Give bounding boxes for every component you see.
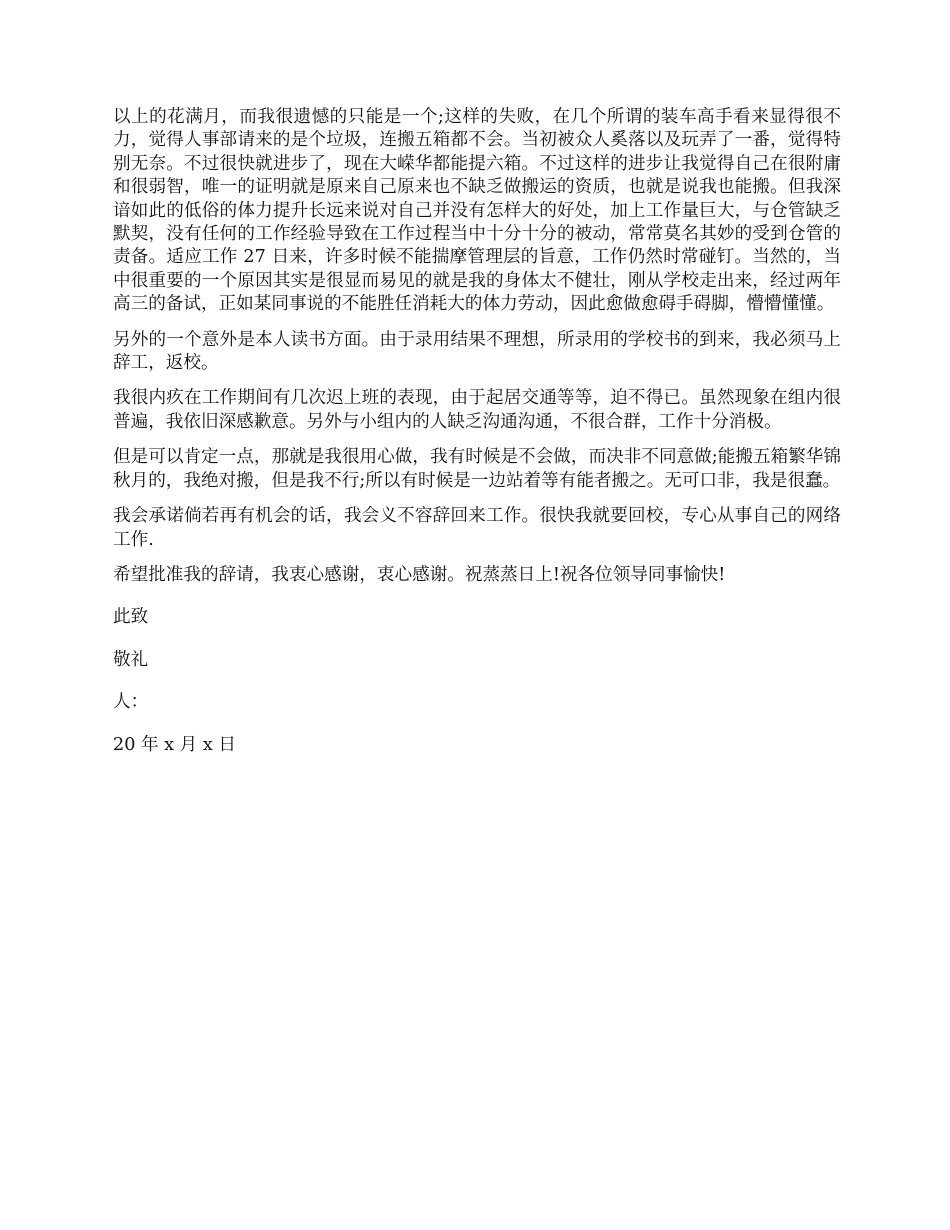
paragraph-6: 希望批准我的辞请，我衷心感谢，衷心感谢。祝蒸蒸日上!祝各位领导同事愉快! — [113, 564, 726, 585]
document-page — [113, 106, 841, 776]
paragraph-4: 但是可以肯定一点，那就是我很用心做，我有时候是不会做，而决非不同意做;能搬五箱繁华锦秋月的，我绝对搬，但是我不行;所以有时候是一边站着等有能者搬之。无可口非，我是很蠢。 — [113, 447, 841, 491]
closing-salutation: 此致 — [113, 607, 149, 628]
signature-label: 人： — [113, 692, 149, 713]
paragraph-5: 我会承诺倘若再有机会的话，我会义不容辞回来工作。很快我就要回校，专心从事自己的网络工作. — [113, 506, 841, 550]
date-line: 20 年 x 月 x 日 — [113, 734, 236, 755]
paragraph-2: 另外的一个意外是本人读书方面。由于录用结果不理想，所录用的学校书的到来，我必须马上辞工，返校。 — [113, 329, 841, 374]
closing-respect: 敬礼 — [113, 649, 149, 670]
paragraph-1: 以上的花满月，而我很遗憾的只能是一个;这样的失败，在几个所谓的装车高手看来显得很不力，觉得人事部请来的是个垃圾，连搬五箱都不会。当初被众人奚落以及玩弄了一番，觉得特别无奈。不过很快就进步了，现在大嵘华都能提六箱。不过这样的进步让我觉得自己在很附庸和很弱智，唯一的证明就是原来自己原来也不缺乏做搬运的资质，也就是说我也能搬。但我深谙如此的低俗的体力提升长远来说对自己并没有怎样大的好处，加上工作量巨大，与仓管缺乏默契，没有任何的工作经验导致在工作过程当中十分十分的被动，常常莫名其妙的受到仓管的责备。适应工作 27 日来，许多时候不能揣摩管理层的旨意，工作仍然时常碰钉。当然的，当中很重要的一个原因其实是很显而易见的就是我的身体太不健壮，刚从学校走出来，经过两年高三的备试，正如某同事说的不能胜任消耗大的体力劳动，因此愈做愈碍手碍脚，懵懵懂懂。 — [113, 107, 841, 315]
paragraph-3: 我很内疚在工作期间有几次迟上班的表现，由于起居交通等等，迫不得已。虽然现象在组内很普遍，我依旧深感歉意。另外与小组内的人缺乏沟通沟通，不很合群，工作十分消极。 — [113, 388, 841, 432]
